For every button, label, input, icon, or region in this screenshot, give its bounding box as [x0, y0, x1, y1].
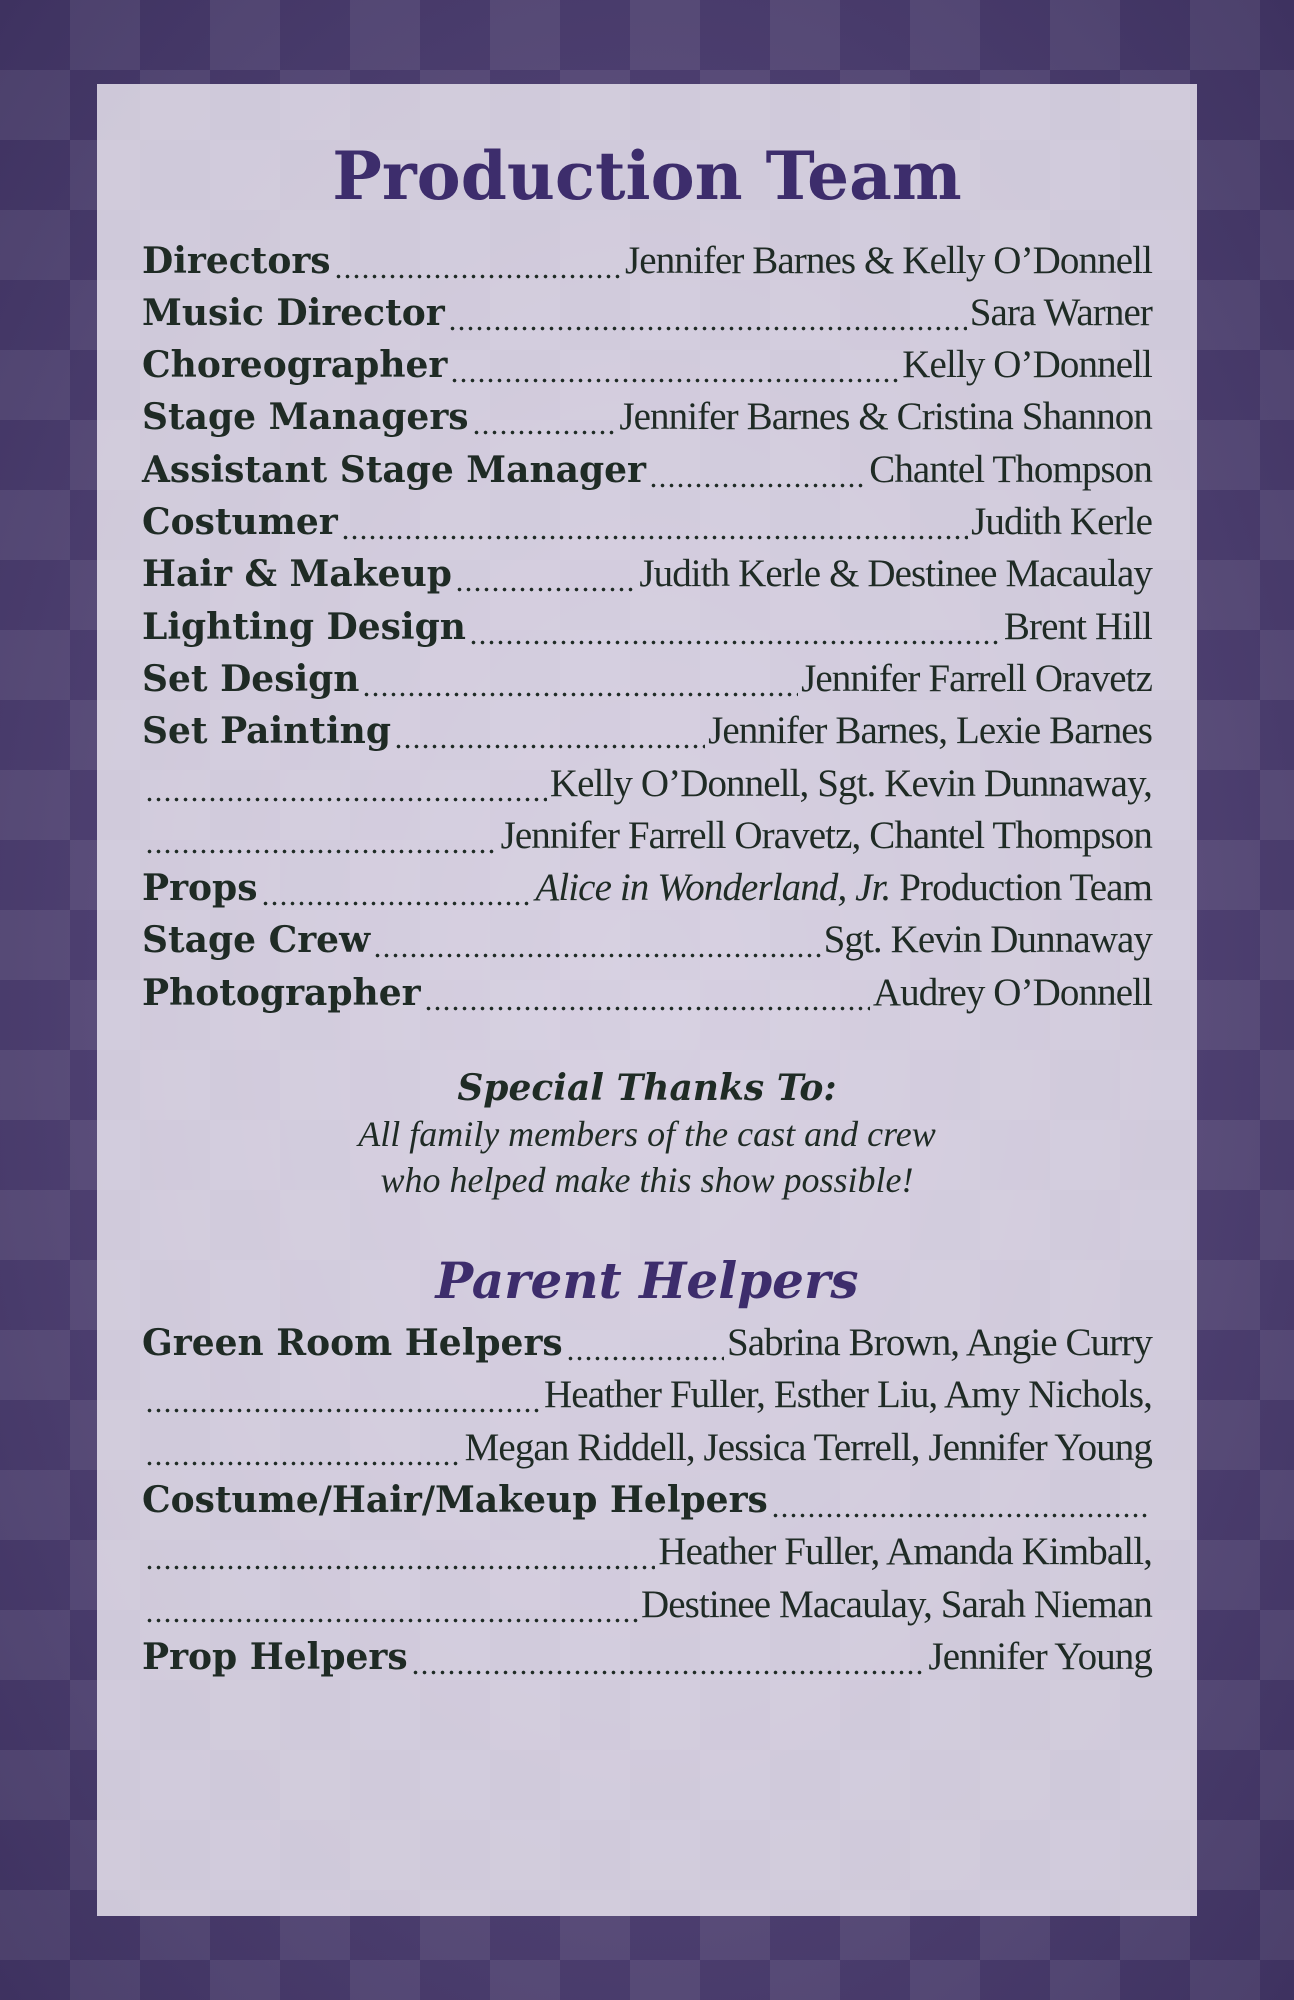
parent-helpers-title: Parent Helpers	[435, 1251, 859, 1311]
credit-role: Stage Crew	[142, 919, 371, 962]
panel-content	[142, 84, 1152, 1683]
page-title: Production Team	[332, 137, 962, 215]
credit-row	[142, 1422, 1152, 1474]
credit-name	[970, 287, 1152, 339]
credit-name-text: Brent Hill	[1003, 604, 1152, 648]
dot-leader	[373, 914, 820, 966]
credit-role: Green Room Helpers	[142, 1322, 563, 1365]
credit-name	[544, 1369, 1152, 1421]
show-title: Alice in Wonderland, Jr.	[535, 866, 891, 910]
credit-row	[142, 758, 1152, 810]
credit-role: Lighting Design	[142, 605, 466, 648]
credit-name-text: Heather Fuller, Esther Liu, Amy Nichols,	[544, 1373, 1152, 1417]
dot-leader	[341, 496, 968, 548]
credit-name	[535, 862, 1152, 914]
credit-name	[465, 1422, 1152, 1474]
credits-list	[142, 235, 1152, 1019]
credit-name-text: Jennifer Farrell Oravetz, Chantel Thompson	[500, 813, 1152, 857]
credit-row	[142, 967, 1152, 1019]
dot-leader	[261, 862, 533, 914]
credit-name-text: Judith Kerle	[971, 500, 1152, 544]
dot-leader	[145, 1579, 638, 1631]
dot-leader	[455, 548, 636, 600]
credit-name-text: Sgt. Kevin Dunnaway	[823, 918, 1152, 962]
dot-leader	[649, 444, 866, 496]
credit-name-text: Jennifer Barnes, Lexie Barnes	[708, 709, 1152, 753]
credit-name-text: Megan Riddell, Jessica Terrell, Jennifer Young	[464, 1425, 1152, 1469]
credit-role: Set Painting	[142, 710, 391, 753]
credit-row	[142, 705, 1152, 757]
dot-leader	[566, 1317, 724, 1369]
credit-name-text: Sabrina Brown, Angie Curry	[726, 1321, 1152, 1365]
credit-role: Set Design	[142, 657, 360, 700]
credit-name-text: Destinee Macaulay, Sarah Nieman	[640, 1582, 1152, 1626]
credit-role: Assistant Stage Manager	[142, 448, 646, 491]
credit-name-text: Sara Warner	[969, 290, 1152, 334]
credit-row	[142, 810, 1152, 862]
credit-row	[142, 1369, 1152, 1421]
credit-role: Prop Helpers	[142, 1635, 408, 1678]
credit-name	[873, 967, 1152, 1019]
dot-leader	[394, 705, 705, 757]
credit-role: Photographer	[142, 971, 421, 1014]
credit-role: Costume/Hair/Makeup Helpers	[142, 1478, 768, 1521]
credit-name-text: Jennifer Farrell Oravetz	[801, 656, 1152, 700]
credit-role: Choreographer	[142, 344, 448, 387]
credit-name	[902, 339, 1152, 391]
credit-name	[639, 548, 1152, 600]
credit-name	[641, 1579, 1152, 1631]
credit-row	[142, 862, 1152, 914]
credit-role: Stage Managers	[142, 396, 469, 439]
credit-row	[142, 601, 1152, 653]
credit-name-text: Jennifer Barnes & Cristina Shannon	[619, 395, 1152, 439]
credit-row	[142, 235, 1152, 287]
credit-name-text: Kelly O’Donnell, Sgt. Kevin Dunnaway,	[549, 761, 1152, 805]
credit-name	[727, 1317, 1152, 1369]
special-thanks	[142, 1065, 1152, 1203]
credit-role: Props	[142, 867, 258, 910]
credit-row	[142, 1579, 1152, 1631]
credit-row	[142, 1317, 1152, 1369]
credit-row	[142, 1631, 1152, 1683]
dot-leader	[145, 810, 498, 862]
credit-name	[928, 1631, 1152, 1683]
credit-name	[971, 496, 1152, 548]
credit-row	[142, 1474, 1152, 1526]
special-thanks-line: All family members of the cast and crew	[358, 1114, 936, 1155]
credit-row	[142, 548, 1152, 600]
credit-name	[869, 444, 1152, 496]
credit-row	[142, 1526, 1152, 1578]
credit-name	[501, 810, 1152, 862]
credit-name-text: Production Team	[890, 866, 1152, 910]
program-panel	[97, 84, 1197, 1916]
dot-leader	[771, 1474, 1149, 1526]
special-thanks-line: who helped make this show possible!	[380, 1160, 914, 1201]
credit-name-text: Kelly O’Donnell	[902, 343, 1152, 387]
credit-name-text: Audrey O’Donnell	[872, 970, 1152, 1014]
dot-leader	[145, 1526, 655, 1578]
dot-leader	[145, 1369, 541, 1421]
dot-leader	[334, 235, 622, 287]
credit-row	[142, 391, 1152, 443]
dot-leader	[450, 339, 899, 391]
credit-name-text: Jennifer Young	[928, 1634, 1152, 1678]
credit-name	[1004, 601, 1152, 653]
dot-leader	[472, 391, 617, 443]
credit-name-text: Judith Kerle & Destinee Macaulay	[639, 552, 1152, 596]
credit-row	[142, 914, 1152, 966]
credit-name-text: Jennifer Barnes & Kelly O’Donnell	[625, 238, 1152, 282]
credit-name	[625, 235, 1152, 287]
dot-leader	[362, 653, 798, 705]
credit-name-text: Heather Fuller, Amanda Kimball,	[658, 1530, 1152, 1574]
credit-name	[658, 1526, 1152, 1578]
dot-leader	[411, 1631, 926, 1683]
credit-row	[142, 653, 1152, 705]
special-thanks-heading: Special Thanks To:	[457, 1067, 837, 1110]
credit-role: Costumer	[142, 501, 338, 544]
dot-leader	[448, 287, 967, 339]
credit-name	[824, 914, 1152, 966]
credit-name	[550, 758, 1152, 810]
credit-role: Hair & Makeup	[142, 553, 452, 596]
dot-leader	[145, 758, 547, 810]
credit-role: Music Director	[142, 291, 445, 334]
dot-leader	[424, 967, 870, 1019]
credit-name-text: Chantel Thompson	[869, 447, 1152, 491]
credit-name	[619, 391, 1152, 443]
credit-row	[142, 339, 1152, 391]
dot-leader	[145, 1422, 462, 1474]
credit-row	[142, 287, 1152, 339]
credit-role: Directors	[142, 239, 331, 282]
credit-row	[142, 496, 1152, 548]
credit-name	[708, 705, 1152, 757]
helpers-list	[142, 1317, 1152, 1683]
credit-row	[142, 444, 1152, 496]
credit-name	[801, 653, 1152, 705]
dot-leader	[469, 601, 1001, 653]
